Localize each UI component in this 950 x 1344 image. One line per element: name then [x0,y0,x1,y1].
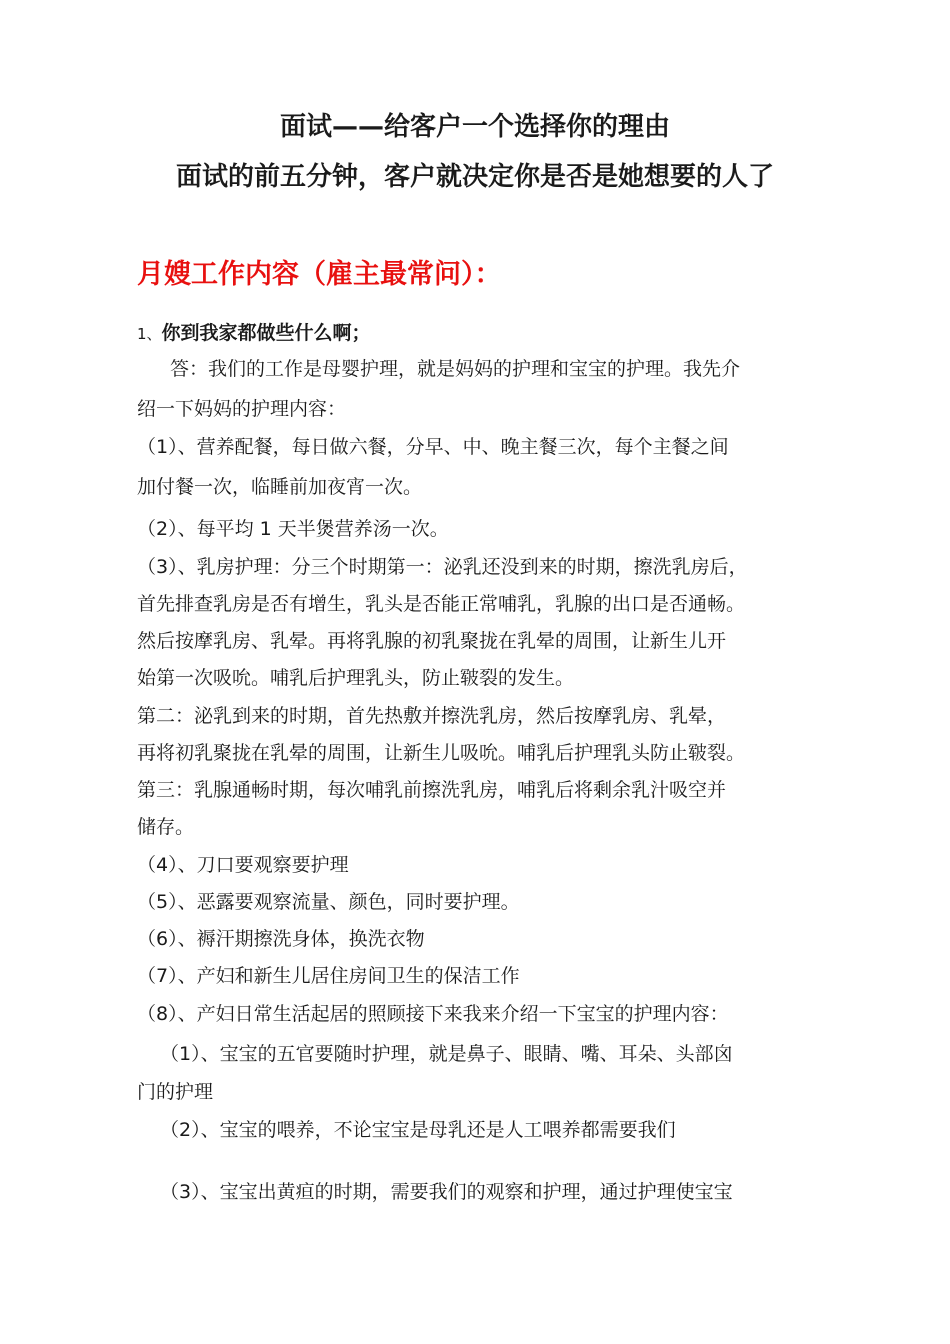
question-number: 1、 [137,325,162,343]
document-title: 面试——给客户一个选择你的理由 [279,112,670,142]
answer-line: （6）、褥汗期擦洗身体，换洗衣物 [137,928,425,950]
answer-line: 首先排查乳房是否有增生，乳头是否能正常哺乳，乳腺的出口是否通畅。 [137,593,746,615]
answer-line: 门的护理 [137,1081,214,1103]
question-text: 你到我家都做些什么啊； [161,322,371,344]
document-subtitle: 面试的前五分钟，客户就决定你是否是她想要的人了 [175,162,774,192]
answer-line: （5）、恶露要观察流量、颜色，同时要护理。 [137,891,520,913]
answer-line: （8）、产妇日常生活起居的照顾接下来我来介绍一下宝宝的护理内容： [137,1003,729,1025]
answer-line: 绍一下妈妈的护理内容： [137,398,347,420]
answer-line: 再将初乳聚拢在乳晕的周围，让新生儿吸吮。哺乳后护理乳头防止皲裂。 [137,742,746,764]
answer-line: （4）、刀口要观察要护理 [137,854,349,876]
answer-line: 答：我们的工作是母婴护理，就是妈妈的护理和宝宝的护理。我先介 [170,358,741,380]
answer-line: （3）、乳房护理：分三个时期第一：泌乳还没到来的时期，擦洗乳房后， [137,556,748,578]
answer-line: （2）、每平均 1 天半煲营养汤一次。 [137,518,449,540]
section-heading: 月嫂工作内容（雇主最常问）： [137,259,502,290]
answer-line: （1）、营养配餐，每日做六餐，分早、中、晚主餐三次，每个主餐之间 [137,436,729,458]
answer-line: 始第一次吸吮。哺乳后护理乳头，防止皲裂的发生。 [137,667,575,689]
answer-line: 加付餐一次，临睡前加夜宵一次。 [137,476,423,498]
answer-line: （3）、宝宝出黄疸的时期，需要我们的观察和护理，通过护理使宝宝 [160,1181,733,1203]
question-1 [137,319,371,348]
answer-line: （2）、宝宝的喂养，不论宝宝是母乳还是人工喂养都需要我们 [160,1119,676,1141]
answer-line: 第三：乳腺通畅时期，每次哺乳前擦洗乳房，哺乳后将剩余乳汁吸空并 [137,779,727,801]
answer-line: （7）、产妇和新生儿居住房间卫生的保洁工作 [137,965,520,987]
answer-line: 储存。 [137,816,195,838]
answer-line: 然后按摩乳房、乳晕。再将乳腺的初乳聚拢在乳晕的周围，让新生儿开 [137,630,727,652]
answer-line: （1）、宝宝的五官要随时护理，就是鼻子、眼睛、嘴、耳朵、头部囟 [160,1043,733,1065]
answer-line: 第二：泌乳到来的时期，首先热敷并擦洗乳房，然后按摩乳房、乳晕， [137,705,727,727]
